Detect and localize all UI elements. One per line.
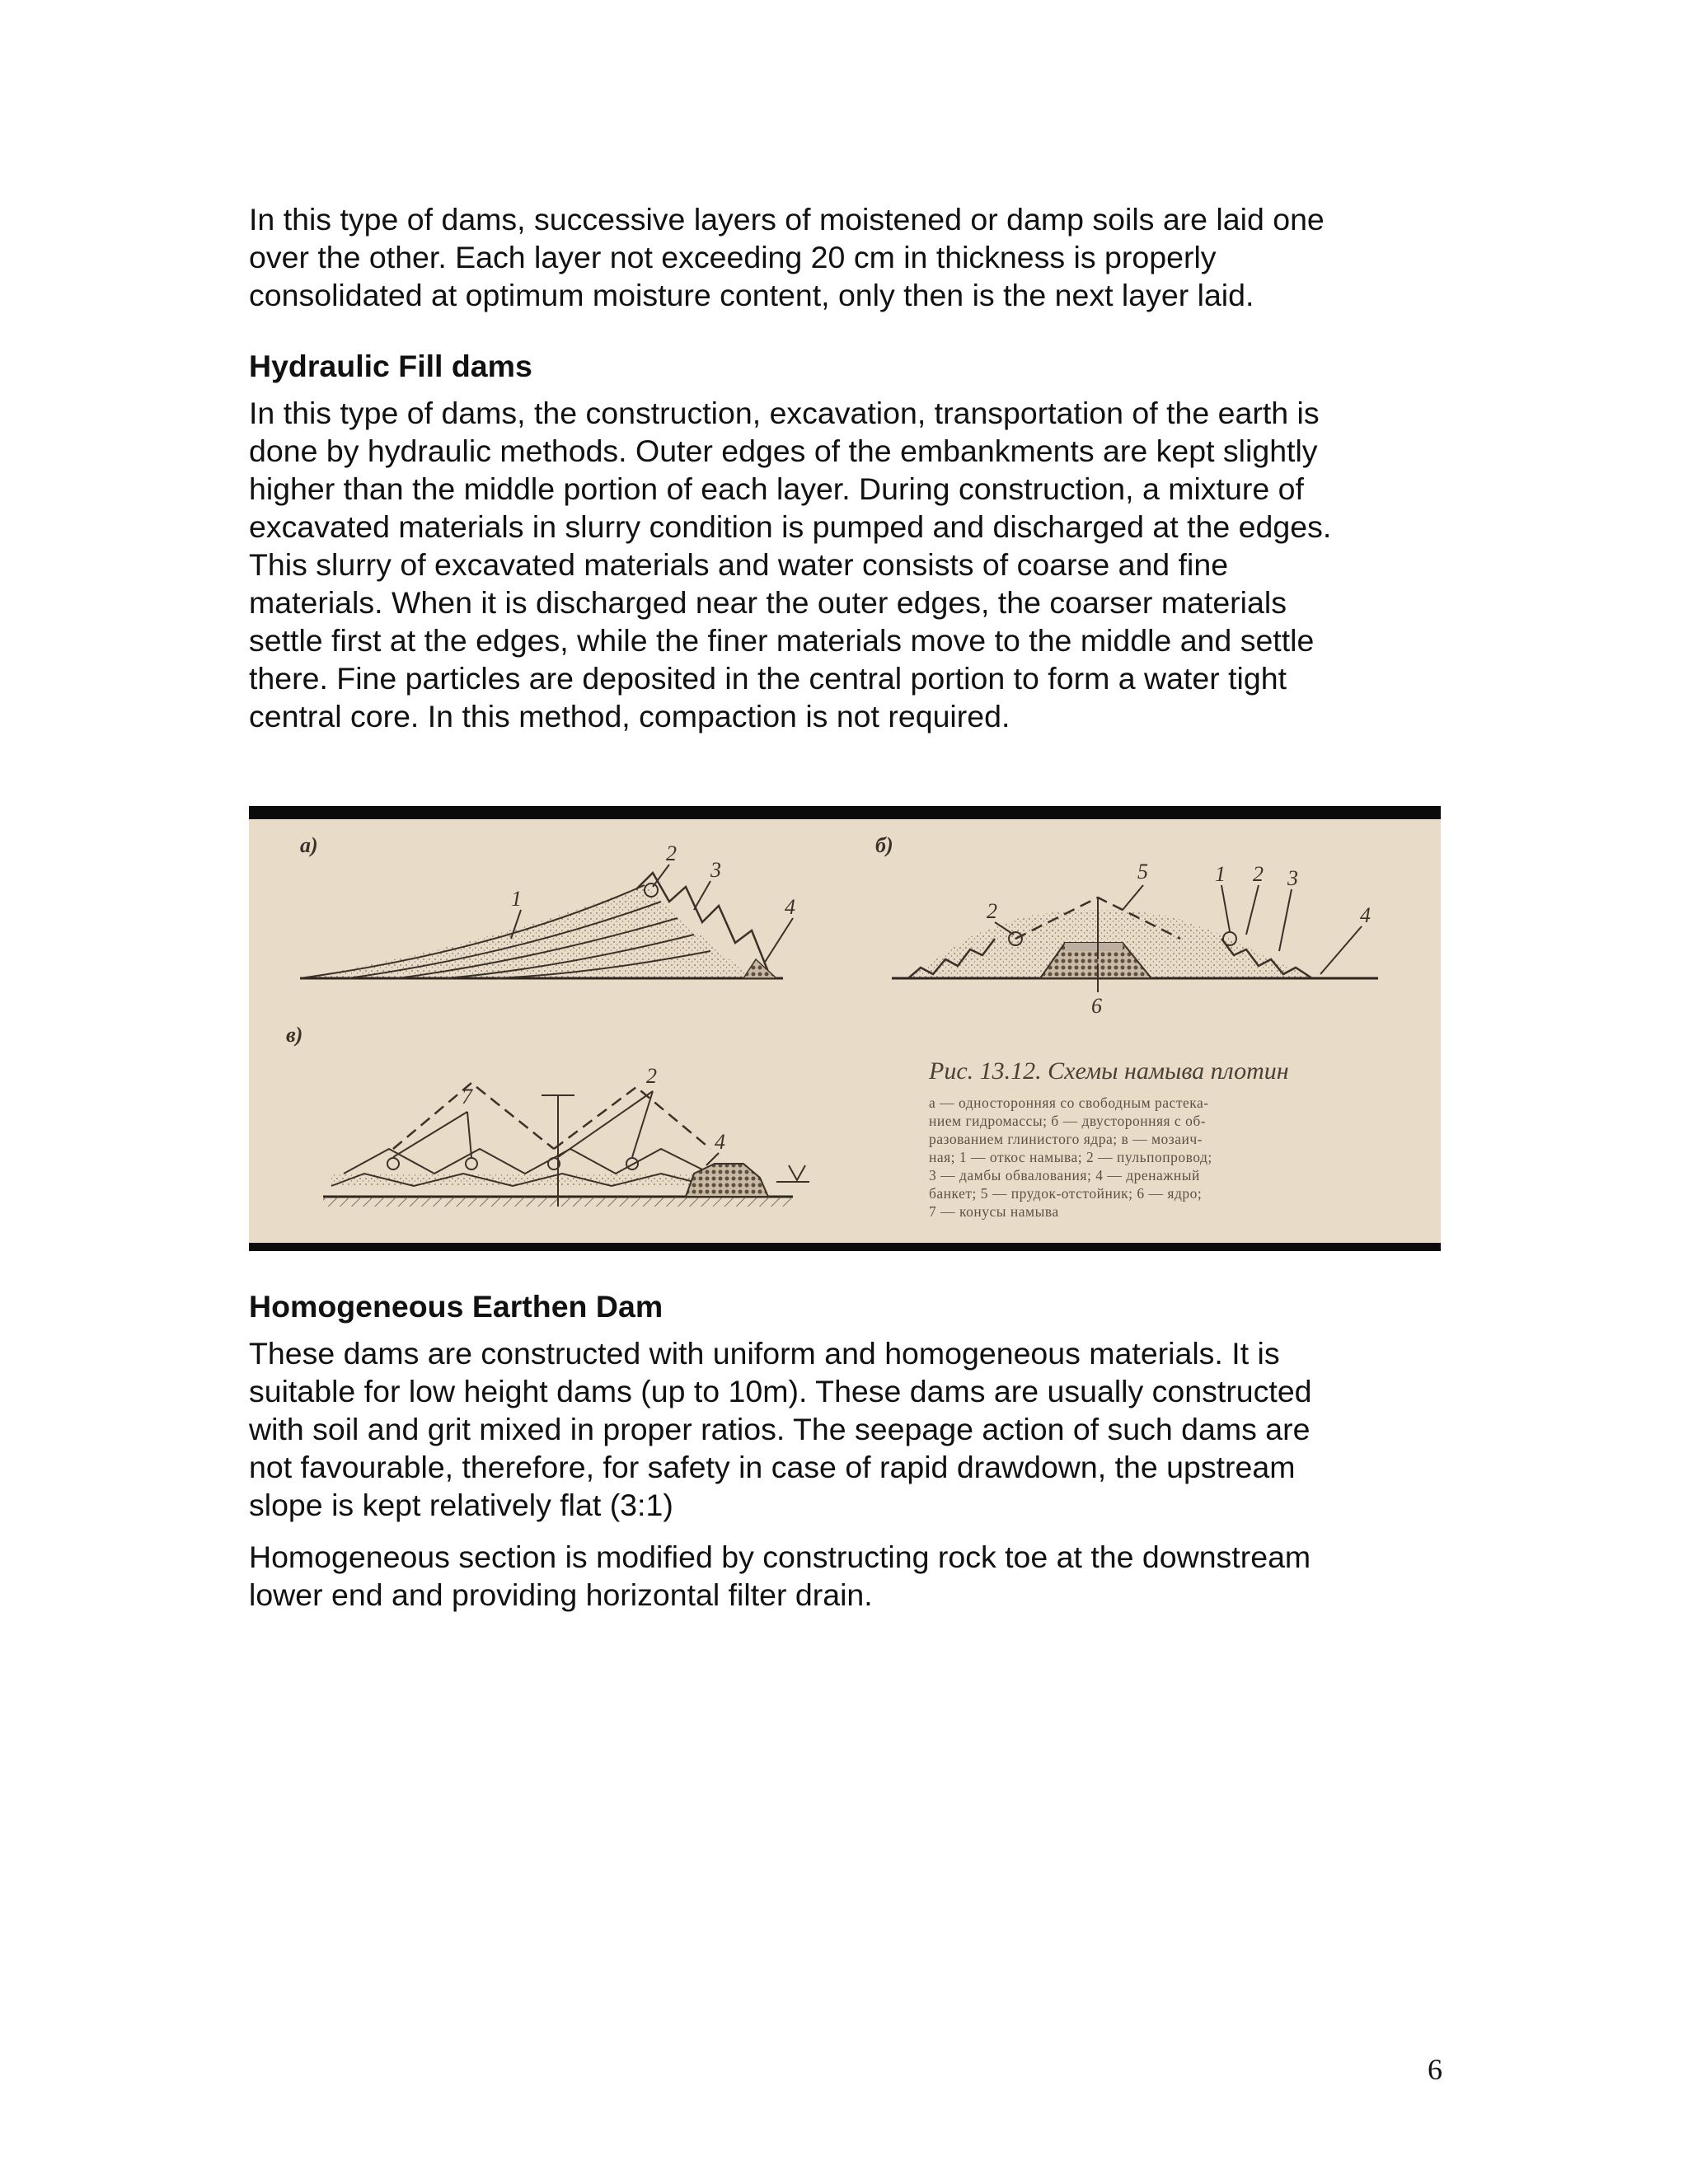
panel-b-label: б) xyxy=(875,833,893,857)
figure-caption-title: Рис. 13.12. Схемы намыва плотин xyxy=(929,1057,1289,1085)
label-b4: 4 xyxy=(1360,903,1371,927)
caption-line: 3 — дамбы обвалования; 4 — дренажный xyxy=(929,1167,1200,1183)
caption-line: ная; 1 — откос намыва; 2 — пульпопровод; xyxy=(929,1149,1212,1165)
caption-line: а — односторонняя со свободным растека- xyxy=(929,1094,1209,1111)
label-a4: 4 xyxy=(785,895,795,919)
label-b2-right: 2 xyxy=(1253,862,1264,886)
intro-paragraph: In this type of dams, successive layers of moistened or damp soils are laid one over the other. Each layer not exceeding 20 cm in thickness is properly consolidated at optimum moisture content, only then is the next layer laid. xyxy=(249,202,1325,312)
panel-v-label: в) xyxy=(286,1023,303,1047)
label-a3: 3 xyxy=(710,858,721,882)
homogeneous-modification-paragraph: Homogeneous section is modified by constructing rock toe at the downstream lower end and providing horizontal filter drain. xyxy=(249,1540,1311,1612)
label-v4: 4 xyxy=(715,1130,725,1154)
panel-a-label: а) xyxy=(300,833,318,857)
label-v7: 7 xyxy=(462,1085,472,1108)
label-a1: 1 xyxy=(511,887,522,911)
homogeneous-dam-heading: Homogeneous Earthen Dam xyxy=(249,1289,663,1324)
dam-schemes-diagram xyxy=(249,819,1441,1243)
caption-line: банкет; 5 — прудок-отстойник; 6 — ядро; xyxy=(929,1185,1203,1202)
caption-line: разованием глинистого ядра; в — мозаич- xyxy=(929,1131,1203,1147)
hydraulic-fill-paragraph: In this type of dams, the construction, excavation, transportation of the earth is done by hydraulic methods. Outer edges of the embankments are kept slightly higher than the middle portion of each layer. During construction, a mixture of excavated materials in slurry condition is pumped and discharged at the edges. This slurry of excavated materials and water consists of coarse and fine materials. When it is discharged near the outer edges, the coarser materials settle first at the edges, while the finer materials move to the middle and settle there. Fine particles are deposited in the central portion to form a water tight central core. In this method, compaction is not required. xyxy=(249,396,1332,733)
caption-line: нием гидромассы; б — двусторонняя с об- xyxy=(929,1113,1207,1129)
hydraulic-fill-figure xyxy=(249,806,1441,1251)
label-b1: 1 xyxy=(1215,862,1226,886)
label-b5: 5 xyxy=(1137,860,1148,883)
label-v2: 2 xyxy=(646,1064,657,1088)
label-b3: 3 xyxy=(1287,866,1298,890)
page-number: 6 xyxy=(1428,2053,1442,2086)
label-b2-left: 2 xyxy=(987,899,997,923)
label-a2: 2 xyxy=(666,841,677,865)
label-b6: 6 xyxy=(1091,994,1102,1018)
hydraulic-fill-heading: Hydraulic Fill dams xyxy=(249,349,532,383)
caption-line: 7 — конусы намыва xyxy=(929,1203,1059,1220)
homogeneous-dam-paragraph: These dams are constructed with uniform and homogeneous materials. It is suitable for low height dams (up to 10m). These dams are usually constructed with soil and grit mixed in proper ratios. The seepage action of such dams are not favourable, therefore, for safety in case of rapid drawdown, the upstream slope is kept relatively flat (3:1) xyxy=(249,1336,1312,1522)
